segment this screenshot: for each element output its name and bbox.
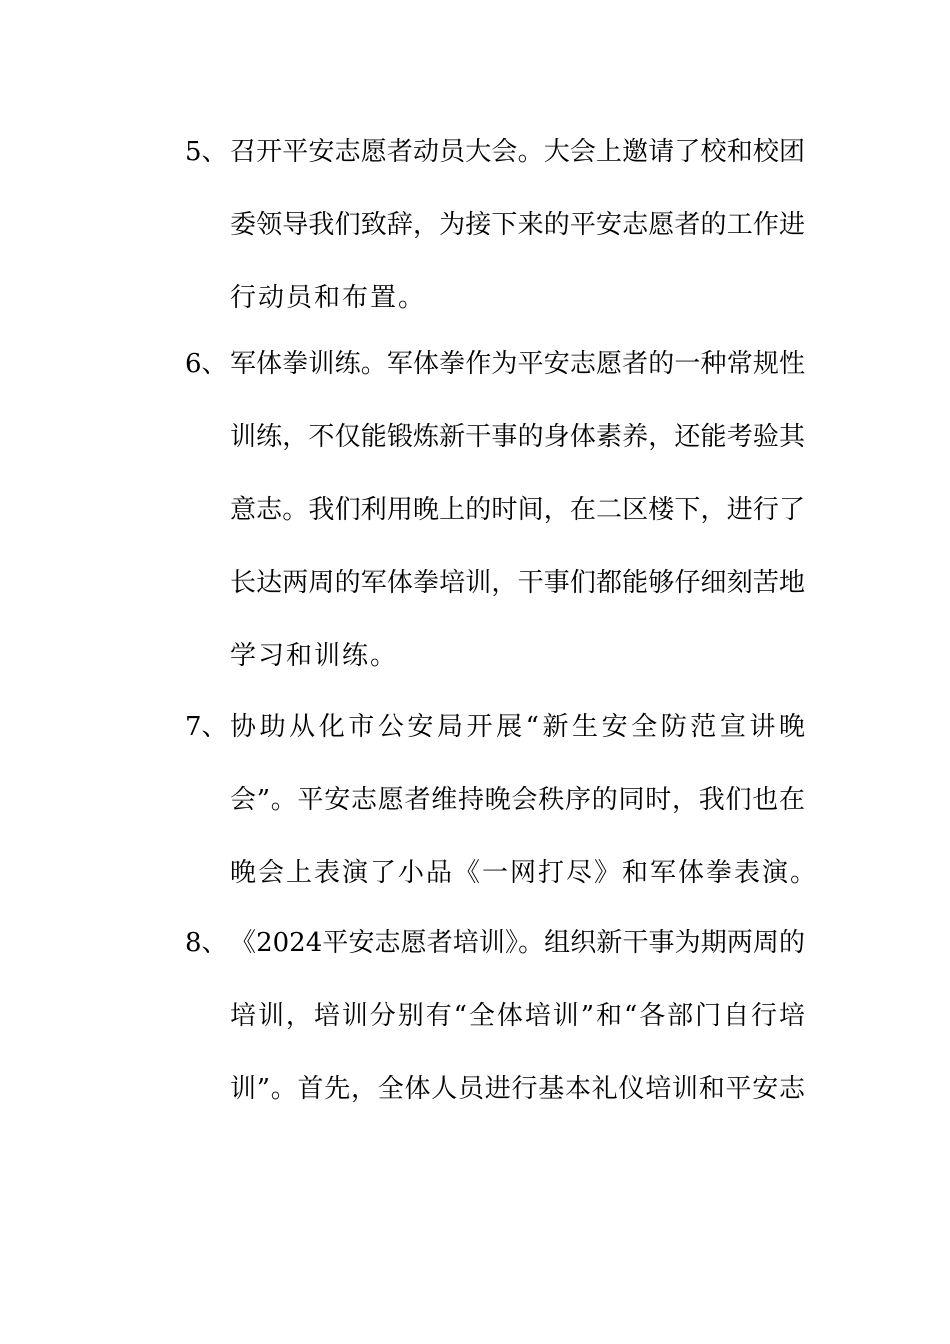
item-text-line: 学习和训练。	[230, 641, 399, 671]
item-text-line: 委领导我们致辞，为接下来的平安志愿者的工作进	[230, 210, 805, 240]
item-text-line: 培训，培训分别有“全体培训”和“各部门自行培	[230, 1001, 805, 1031]
item-number: 5、	[185, 137, 228, 167]
item-text-line: 行动员和布置。	[230, 283, 427, 313]
item-text-line: 军体拳训练。军体拳作为平安志愿者的一种常规性	[230, 349, 805, 379]
item-number: 6、	[185, 349, 228, 379]
item-number: 7、	[185, 712, 228, 742]
item-text-line: 长达两周的军体拳培训，干事们都能够仔细刻苦地	[230, 568, 805, 598]
item-text-line: 会”。平安志愿者维持晚会秩序的同时，我们也在	[230, 785, 805, 815]
item-number: 8、	[185, 928, 228, 958]
item-text-line: 意志。我们利用晚上的时间，在二区楼下，进行了	[230, 495, 805, 525]
item-text-line: 训”。首先，全体人员进行基本礼仪培训和平安志	[230, 1074, 805, 1104]
item-text-line: 训练，不仅能锻炼新干事的身体素养，还能考验其	[230, 422, 805, 452]
item-text-line: 《2024平安志愿者培训》。组织新干事为期两周的	[230, 928, 805, 958]
item-text-line: 协助从化市公安局开展“新生安全防范宣讲晚	[230, 712, 805, 742]
item-text-line: 晚会上表演了小品《一网打尽》和军体拳表演。	[230, 858, 819, 888]
item-text-line: 召开平安志愿者动员大会。大会上邀请了校和校团	[230, 137, 805, 167]
